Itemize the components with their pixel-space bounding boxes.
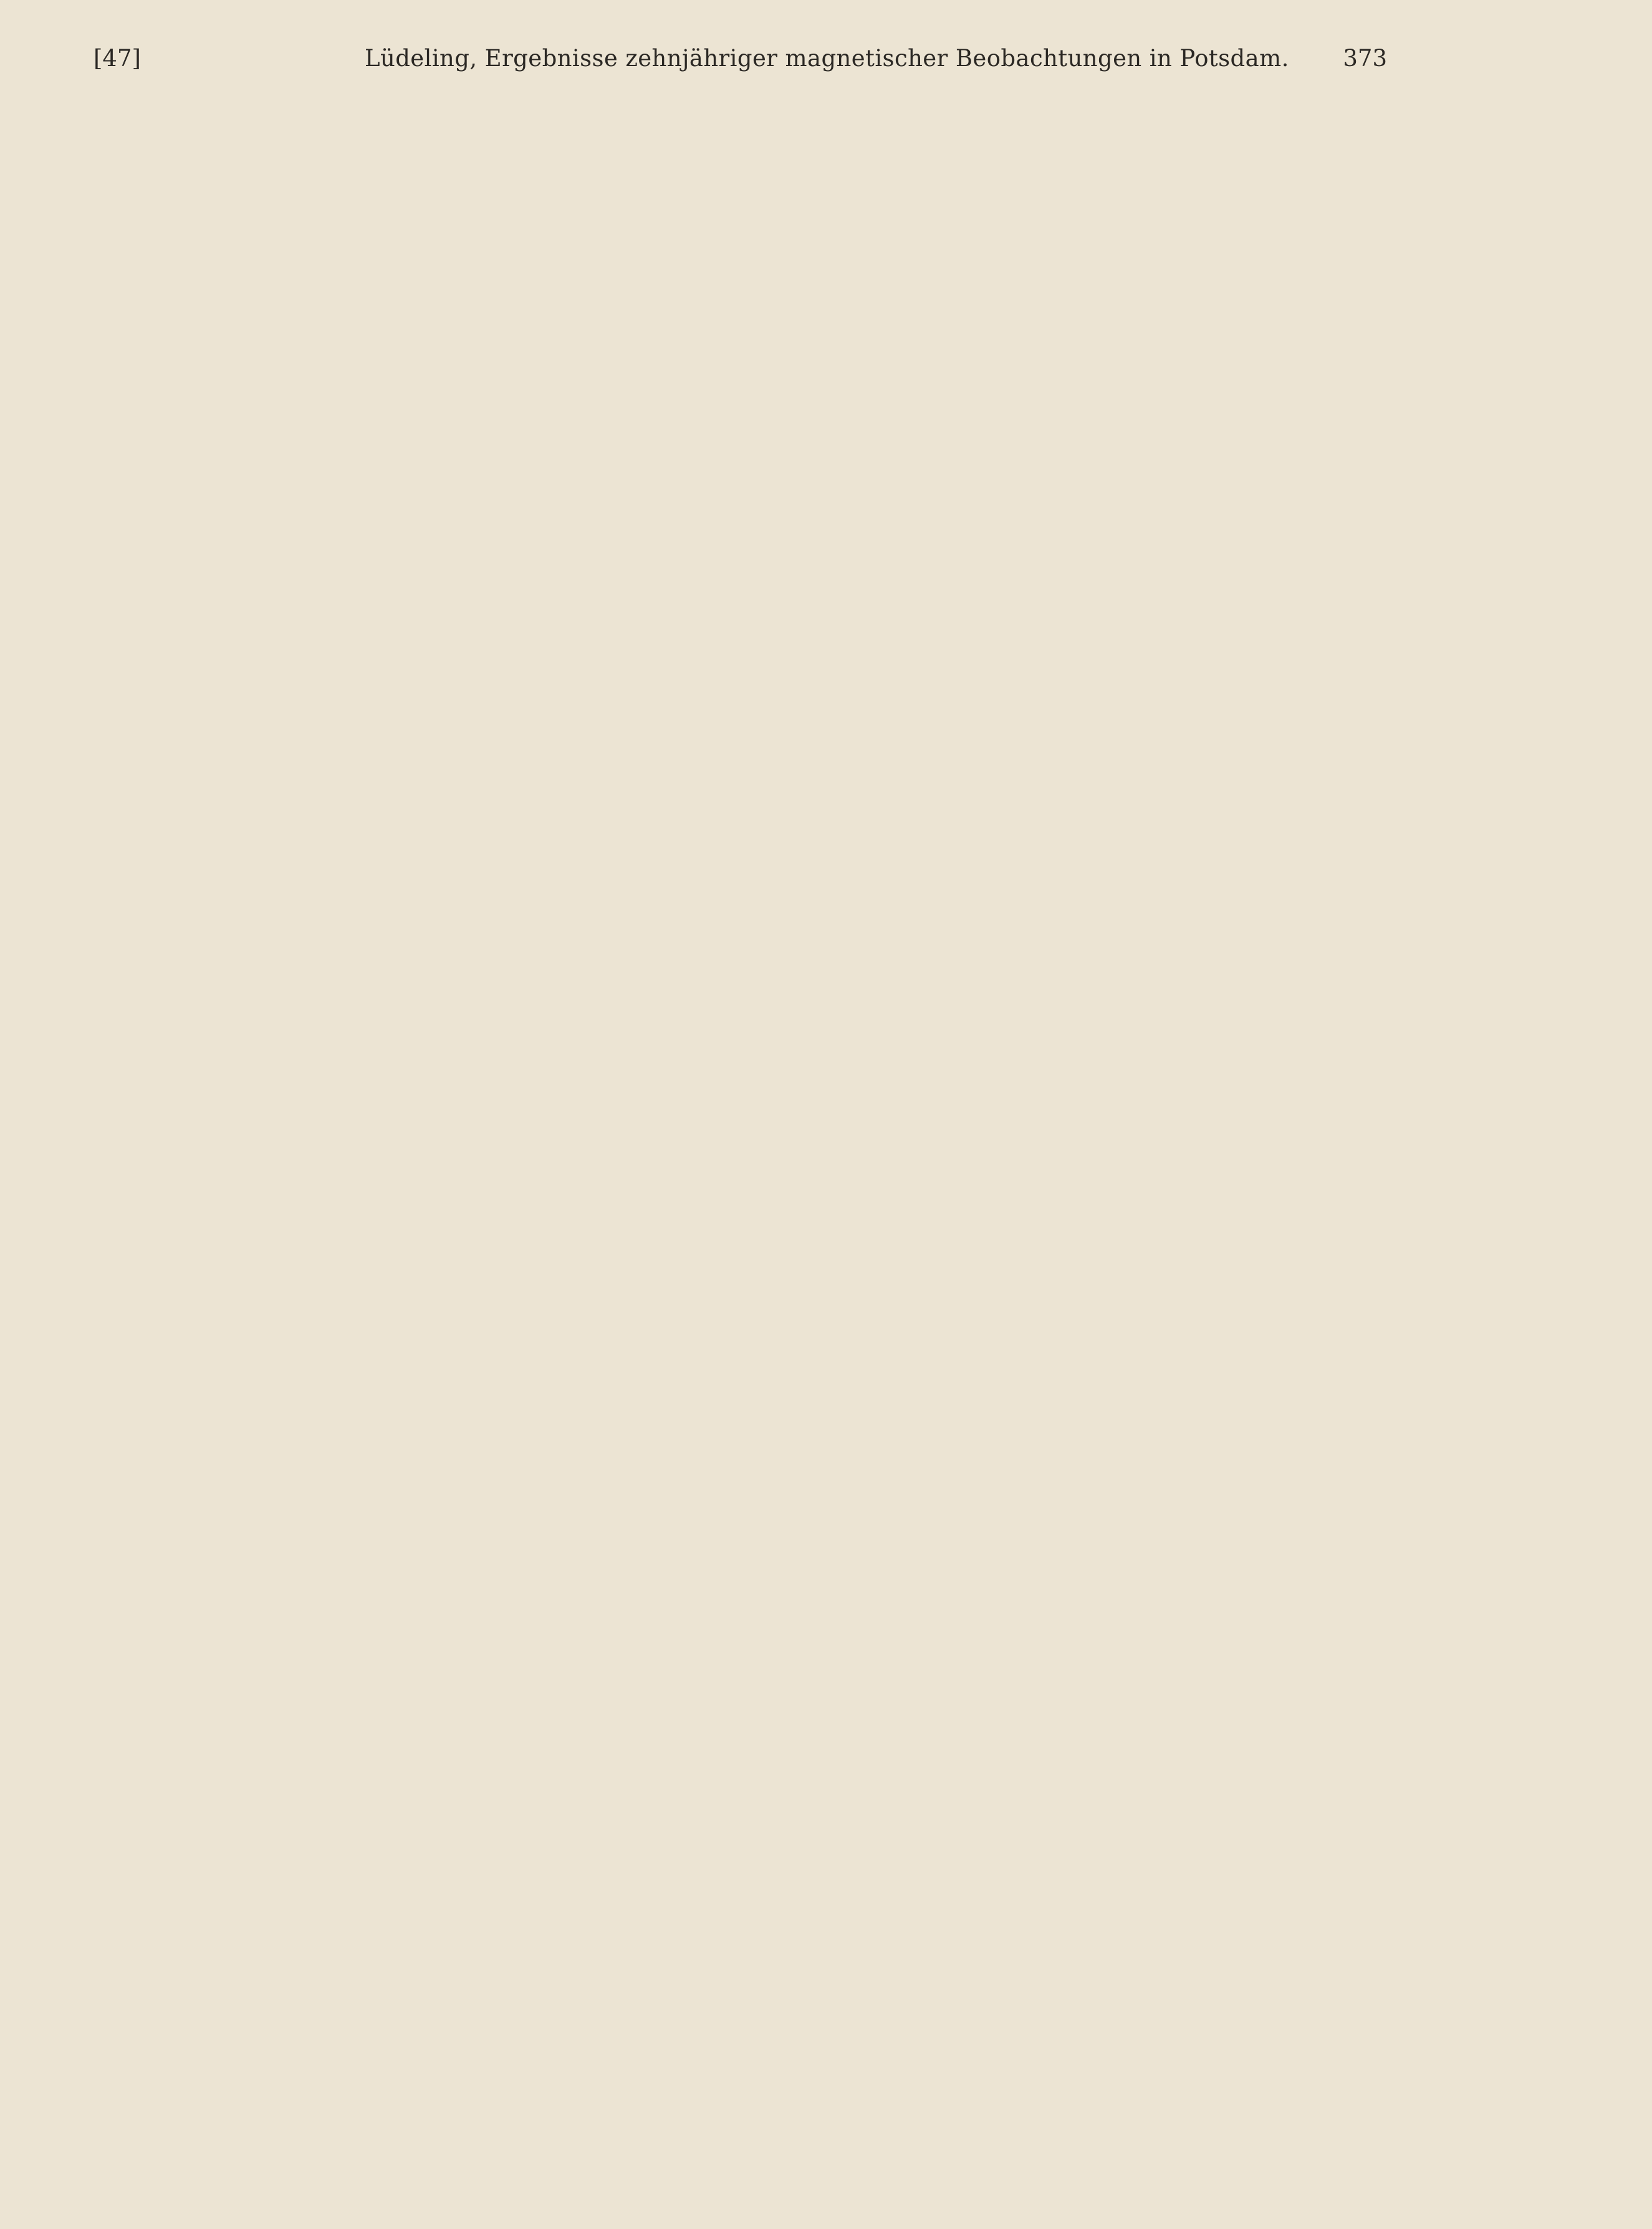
table-title [1605,0,1642,106]
rotated-table-page [1577,0,1652,106]
page-number-bracketed: [47] [94,45,141,72]
page-number: 373 [1343,45,1387,72]
running-title: Lüdeling, Ergebnisse zehnjähriger magnetischer Beobachtungen in Potsdam. [365,45,1289,72]
page-header [94,45,1387,80]
